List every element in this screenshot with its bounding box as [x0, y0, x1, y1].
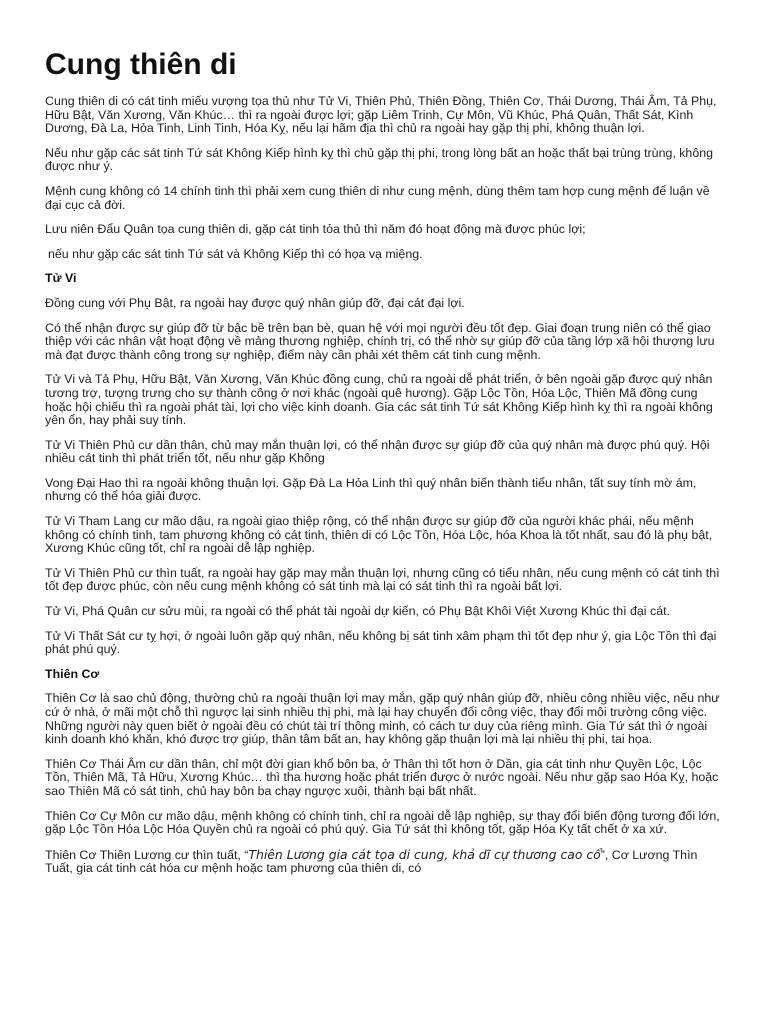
paragraph: Thiên Cơ Thái Âm cư dần thân, chỉ một đời gian khổ bôn ba, ở Thân thì tốt hơn ở Dần, gia cát tinh như Quyền Lộc, Lộc Tồn, Thiên Mã, Tả Hữu, Xương Khúc… thì tha hương hoặc phát triển được ở nước ngoài. Nếu như gặp sao Hóa Kỵ, hoặc sao Thiên Mã có sát tinh, chủ hay bôn ba chạy ngược xuôi, thành bại bất nhất. — [45, 756, 719, 798]
paragraph: Nếu như gặp các sát tinh Tứ sát Không Kiếp hình kỵ thì chủ gặp thị phi, trong lòng bất an hoặc thất bại trùng trùng, không được như ý. — [45, 145, 713, 174]
paragraph: Lưu niên Đẩu Quân tọa cung thiên di, gặp cát tinh tỏa thủ thì năm đó hoạt động mà được phúc lợi; — [45, 222, 586, 237]
paragraph: Mệnh cung không có 14 chính tinh thì phải xem cung thiên di như cung mệnh, dùng thêm tam hợp cung mệnh để luận về đại cục cả đời. — [45, 183, 710, 212]
paragraph: Thiên Cơ Cự Môn cư mão dậu, mệnh không có chính tinh, chỉ ra ngoài dễ lập nghiệp, sự thay đổi biến động tương đối lớn, gặp Lộc Tồn Hóa Lộc Hóa Quyền chủ ra ngoài có phú quý. Gia Tứ sát thì không tốt, gặp Hóa Kỵ tất chết ở xa xứ. — [45, 808, 720, 837]
paragraph: Tử Vi Tham Lang cư mão dậu, ra ngoài giao thiệp rộng, có thể nhận được sự giúp đỡ của người khác phái, nếu mệnh không có chính tinh, tam phương không có cát tinh, thiên di có Lộc Tồn, Hóa Lộc, hóa Khoa là tốt nhất, sau đó là phụ bật, Xương Khúc cũng tốt, chỉ ra ngoài dễ lập nghiệp. — [45, 514, 713, 556]
paragraph: nếu như gặp các sát tinh Tứ sát và Không Kiếp thì có họa vạ miệng. — [48, 246, 423, 261]
paragraph: Có thể nhận được sự giúp đỡ từ bậc bề trên bạn bè, quan hệ với mọi người đều tốt đẹp. Giai đoạn trung niên có thể giao thiệp với các nhân vật hoạt động về mảng thương nghiệp, chính trị, có thể nhờ sự giúp đỡ của tầng lớp xã hội thượng lưu mà đạt được thành công trong sự nghiệp, điểm này cần phải xét thêm cát tinh cung mệnh. — [45, 320, 715, 362]
paragraph: Thiên Cơ là sao chủ động, thường chủ ra ngoài thuận lợi may mắn, gặp quý nhân giúp đỡ, nhiều công nhiều việc, nếu như cứ ở nhà, ở mãi một chỗ thì ngược lại sinh nhiều thị phi, mà lại hay chuyển đổi công việc, thay đổi môi trường công việc. Những người này quen biết ở ngoài đều có chút tài trí thông minh, có cách tư duy của riêng mình. Gia Tứ sát thì ở ngoài kinh doanh khó khăn, khó được trợ giúp, thân tâm bất an, hay không gặp thuận lợi mà lại nhiều thị phi, tai họa. — [45, 691, 720, 747]
paragraph: Cung thiên di có cát tinh miếu vượng tọa thủ như Tử Vi, Thiên Phủ, Thiên Đồng, Thiên Cơ, Thái Dương, Thái Âm, Tả Phụ, Hữu Bật, Văn Xương, Văn Khúc… thì ra ngoài được lợi; gặp Liêm Trinh, Cự Môn, Vũ Khúc, Phá Quân, Thất Sát, Kình Dương, Đà La, Hỏa Tinh, Linh Tinh, Hóa Kỵ, nếu lại hãm địa thì chủ ra ngoài hay gặp thị phi, không thuận lợi. — [45, 94, 717, 136]
paragraph: Tử Vi, Phá Quân cư sửu mùi, ra ngoài có thể phát tài ngoài dự kiến, có Phụ Bật Khôi Việt Xương Khúc thì đại cát. — [45, 604, 670, 619]
paragraph-text: ”, Cơ Lương Thìn Tuất, gia cát tinh cát hóa cư mệnh hoặc tam phương của thiên di, có — [45, 847, 698, 876]
paragraph-text: Thiên Cơ Thiên Lương cư thìn tuất, “ — [45, 847, 249, 862]
section-heading-thien-co: Thiên Cơ — [45, 666, 100, 681]
paragraph — [45, 848, 725, 876]
section-heading-tu-vi: Tử Vi — [45, 271, 77, 286]
article-body — [45, 95, 725, 887]
paragraph: Tử Vi Thiên Phủ cư dần thân, chủ may mắn thuận lợi, có thể nhận được sự giúp đỡ của quý nhân mà được phú quý. Hội nhiều cát tinh thì phát triển tốt, nếu như gặp Không — [45, 437, 710, 466]
paragraph: Tử Vi Thiên Phủ cư thìn tuất, ra ngoài hay gặp may mắn thuận lợi, nhưng cũng có tiểu nhân, nếu cung mệnh có cát tinh thì tốt đẹp được phúc, còn nếu cung mệnh không có sát tinh mà lại có sát tinh thì ra ngoài bất lợi. — [45, 565, 720, 594]
page-title: Cung thiên di — [45, 48, 237, 81]
quoted-verse: Thiên Lương gia cát tọa di cung, khả dĩ cự thương cao cổ — [248, 846, 601, 862]
paragraph: Tử Vi Thất Sát cư tỵ hợi, ở ngoài luôn gặp quý nhân, nếu không bị sát tinh xâm phạm thì tốt đẹp như ý, gia Lộc Tồn thì đại phát phú quý. — [45, 628, 717, 657]
paragraph: Đồng cung với Phụ Bật, ra ngoài hay được quý nhân giúp đỡ, đại cát đại lợi. — [45, 295, 465, 310]
paragraph: Tử Vi và Tả Phụ, Hữu Bật, Văn Xương, Văn Khúc đồng cung, chủ ra ngoài dễ phát triển, ở bên ngoài gặp được quý nhân tương trợ, tượng trưng cho sự thành công ở nơi khác (ngoài quê hương). Gặp Lộc Tồn, Hóa Lộc, Thiên Mã đồng cung hoặc hội chiếu thì ra ngoài phát tài, lợi cho việc kinh doanh. Gia các sát tinh Tứ sát Không Kiếp hình kỵ thì ra ngoài không yên ổn, hay phải suy tính. — [45, 372, 713, 428]
paragraph: Vong Đại Hao thì ra ngoài không thuận lợi. Gặp Đà La Hỏa Linh thì quý nhân biến thành tiểu nhân, tất suy tính mờ ám, nhưng có thể hóa giải được. — [45, 475, 697, 504]
